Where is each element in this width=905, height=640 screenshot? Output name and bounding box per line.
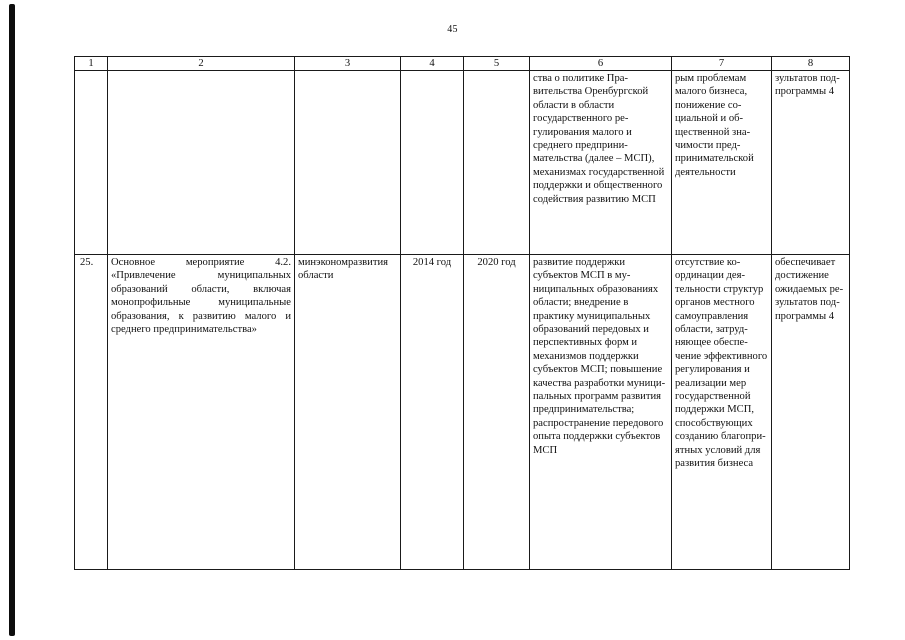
cell-end-year	[464, 71, 530, 255]
header-col-3: 3	[295, 57, 401, 71]
cell-executor	[295, 71, 401, 255]
program-measures-table	[74, 56, 850, 570]
cell-consequences: рым проблемам малого бизнеса, понижение социальной и общественной значимости предпринимательской деятельности	[672, 71, 772, 255]
table-row-continuation	[75, 71, 850, 255]
header-col-2: 2	[108, 57, 295, 71]
header-col-8: 8	[772, 57, 850, 71]
cell-start-year	[401, 71, 464, 255]
cell-executor: минэкономразвития области	[295, 255, 401, 570]
scan-edge-bar	[9, 4, 15, 636]
cell-expected-result: развитие поддержки субъектов МСП в муниципальных образованиях области; внедрение в практику муниципальных образований передовых и перспективных форм и механизмов поддержки субъектов МСП; повышение качества разработки муниципальных программ развития предпринимательства; распространение передового опыта поддержки субъектов МСП	[530, 255, 672, 570]
page-number: 45	[447, 24, 458, 35]
cell-consequences: отсутствие координации деятельности структур органов местного самоуправления области, затрудняющее обеспечение эффективного регулирования и реализации мер государственной поддержки МСП, способствующих созданию благоприятных условий для развития бизнеса	[672, 255, 772, 570]
header-col-7: 7	[672, 57, 772, 71]
header-col-5: 5	[464, 57, 530, 71]
table-header-row	[75, 57, 850, 71]
header-col-4: 4	[401, 57, 464, 71]
header-col-6: 6	[530, 57, 672, 71]
cell-end-year: 2020 год	[464, 255, 530, 570]
cell-measure: Основное мероприятие 4.2. «Привлечение муниципальных образований области, включая монопрофильные муниципальные образования, к развитию малого и среднего предпринимательства»	[108, 255, 295, 570]
cell-expected-result: ства о политике Правительства Оренбургской области в области государственного регулирования малого и среднего предпринимательства (далее – МСП), механизмах государственной поддержки и общественного содействия развитию МСП	[530, 71, 672, 255]
cell-measure	[108, 71, 295, 255]
cell-indicator-link: зультатов подпрограммы 4	[772, 71, 850, 255]
header-col-1: 1	[75, 57, 108, 71]
cell-number: 25.	[75, 255, 108, 570]
cell-indicator-link: обеспечивает достижение ожидаемых результатов подпрограммы 4	[772, 255, 850, 570]
table-row-25	[75, 255, 850, 570]
cell-start-year: 2014 год	[401, 255, 464, 570]
cell-number	[75, 71, 108, 255]
